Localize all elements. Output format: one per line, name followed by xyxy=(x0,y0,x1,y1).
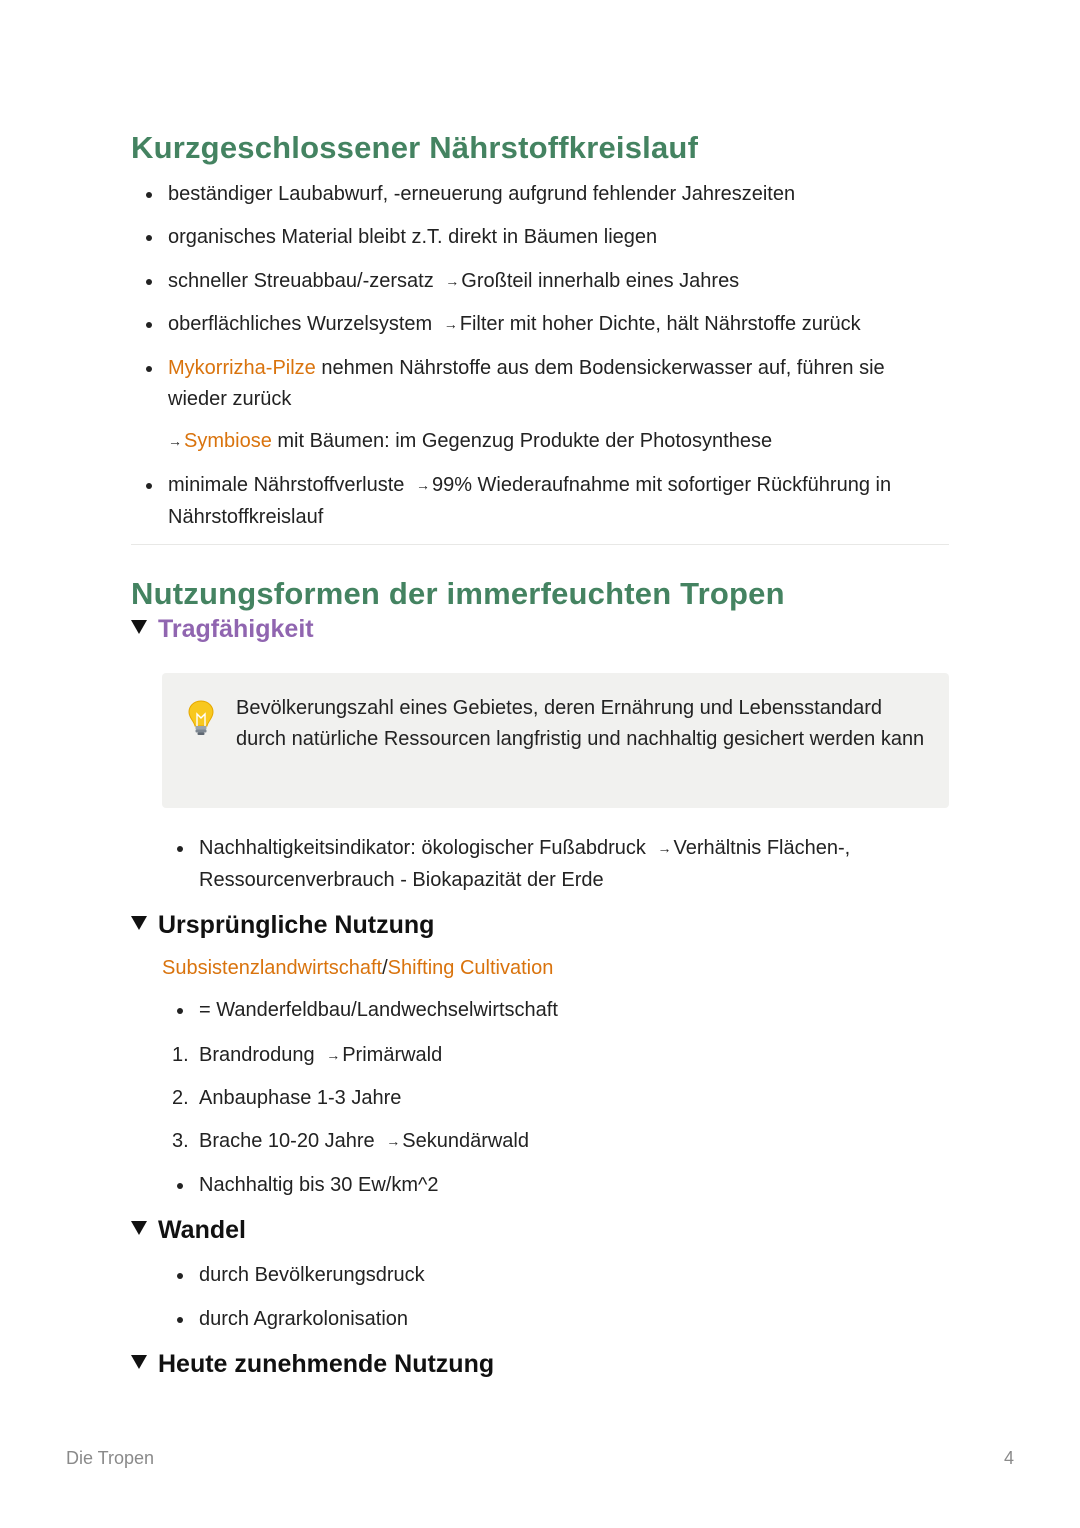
numbered-item xyxy=(172,1040,939,1072)
arrow-icon: → xyxy=(168,433,182,449)
list-item-text: 99% Wiederaufnahme mit sofortiger Rückführung in xyxy=(431,474,892,496)
list-item-text: Primärwald xyxy=(342,1044,443,1066)
list-item xyxy=(168,470,948,533)
toggle-label: Wandel xyxy=(158,1216,246,1244)
symbiose-link[interactable]: Symbiose xyxy=(184,430,272,452)
subsistenzlandwirtschaft-link[interactable]: Subsistenzlandwirtschaft xyxy=(162,957,383,979)
divider xyxy=(131,544,949,545)
list-item-text: = Wanderfeldbau/Landwechselwirtschaft xyxy=(199,999,558,1021)
callout xyxy=(162,673,949,808)
list-item xyxy=(199,833,939,896)
item-number: 2. xyxy=(172,1087,189,1109)
section-title-nutzungsformen: Nutzungsformen der immerfeuchten Tropen xyxy=(131,576,785,611)
list-item xyxy=(168,222,948,253)
list-item-text: schneller Streuabbau/-zersatz xyxy=(168,270,434,292)
list-item-text: beständiger Laubabwurf, -erneuerung aufgrund fehlender Jahreszeiten xyxy=(168,183,796,205)
toggle-label: Ursprüngliche Nutzung xyxy=(158,911,435,939)
list-item-text: durch Agrarkolonisation xyxy=(199,1308,409,1330)
arrow-icon: → xyxy=(443,316,458,332)
list-item xyxy=(168,266,948,298)
toggle-heute-zunehmende-nutzung[interactable] xyxy=(131,1350,494,1379)
list-item-text: Anbauphase 1-3 Jahre xyxy=(199,1087,402,1109)
list-item-text: nehmen Nährstoffe aus dem Bodensickerwasser auf, führen sie xyxy=(315,357,885,379)
mykorrizha-link[interactable]: Mykorrizha-Pilze xyxy=(168,357,316,379)
list-item-text: Verhältnis Flächen-, xyxy=(673,837,851,859)
lightbulb-icon xyxy=(186,699,216,737)
section-title-naehrstoffkreislauf: Kurzgeschlossener Nährstoffkreislauf xyxy=(131,130,699,165)
arrow-icon: → xyxy=(415,477,430,493)
list-item xyxy=(199,1304,939,1335)
list-item-text: mit Bäumen: im Gegenzug Produkte der Photosynthese xyxy=(271,430,773,452)
list-item-text: durch Bevölkerungsdruck xyxy=(199,1264,425,1286)
shifting-cultivation-link[interactable]: Shifting Cultivation xyxy=(387,957,554,979)
item-number: 3. xyxy=(172,1130,189,1152)
footer-title: Die Tropen xyxy=(66,1448,155,1468)
toggle-tragfaehigkeit[interactable] xyxy=(131,615,314,644)
cultivation-links xyxy=(162,953,553,984)
callout-text: Bevölkerungszahl eines Gebietes, deren Ernährung und Lebensstandard durch natürliche Ressourcen langfristig und nachhaltig gesichert werden kann xyxy=(236,697,925,750)
list-item xyxy=(168,179,948,210)
arrow-icon: → xyxy=(386,1133,401,1149)
list-item xyxy=(199,1170,939,1201)
list-item-text: wieder zurück xyxy=(168,388,292,410)
toggle-triangle-icon[interactable] xyxy=(131,620,147,634)
toggle-urspruengliche-nutzung[interactable] xyxy=(131,911,434,940)
list-item-text: Filter mit hoher Dichte, hält Nährstoffe zurück xyxy=(459,313,861,335)
list-item-text: Großteil innerhalb eines Jahres xyxy=(461,270,740,292)
list-item-text: Nachhaltig bis 30 Ew/km^2 xyxy=(199,1174,439,1196)
arrow-icon: → xyxy=(326,1047,341,1063)
list-item-text: organisches Material bleibt z.T. direkt in Bäumen liegen xyxy=(168,226,658,248)
toggle-triangle-icon[interactable] xyxy=(131,1355,147,1369)
list-item-continuation xyxy=(168,426,948,458)
list-item-text: Nachhaltigkeitsindikator: ökologischer Fußabdruck xyxy=(199,837,646,859)
numbered-item xyxy=(172,1083,939,1114)
page-number: 4 xyxy=(1003,1448,1014,1468)
list-item xyxy=(199,1260,939,1291)
list-item xyxy=(199,995,939,1026)
list-item-text: Brandrodung xyxy=(199,1044,315,1066)
list-item-text: minimale Nährstoffverluste xyxy=(168,474,405,496)
numbered-item xyxy=(172,1126,939,1158)
toggle-triangle-icon[interactable] xyxy=(131,916,147,930)
list-item-text: Ressourcenverbrauch - Biokapazität der Erde xyxy=(199,869,604,891)
list-item-text: oberflächliches Wurzelsystem xyxy=(168,313,433,335)
toggle-wandel[interactable] xyxy=(131,1216,246,1245)
list-item-text: Nährstoffkreislauf xyxy=(168,506,324,528)
arrow-icon: → xyxy=(445,273,460,289)
toggle-label: Heute zunehmende Nutzung xyxy=(158,1350,495,1378)
link-separator: / xyxy=(382,957,388,979)
list-item xyxy=(168,309,948,341)
list-item-text: Brache 10-20 Jahre xyxy=(199,1130,375,1152)
arrow-icon: → xyxy=(657,840,672,856)
list-item xyxy=(168,353,948,415)
toggle-label: Tragfähigkeit xyxy=(158,615,314,643)
item-number: 1. xyxy=(172,1044,189,1066)
toggle-triangle-icon[interactable] xyxy=(131,1221,147,1235)
list-item-text: Sekundärwald xyxy=(402,1130,529,1152)
